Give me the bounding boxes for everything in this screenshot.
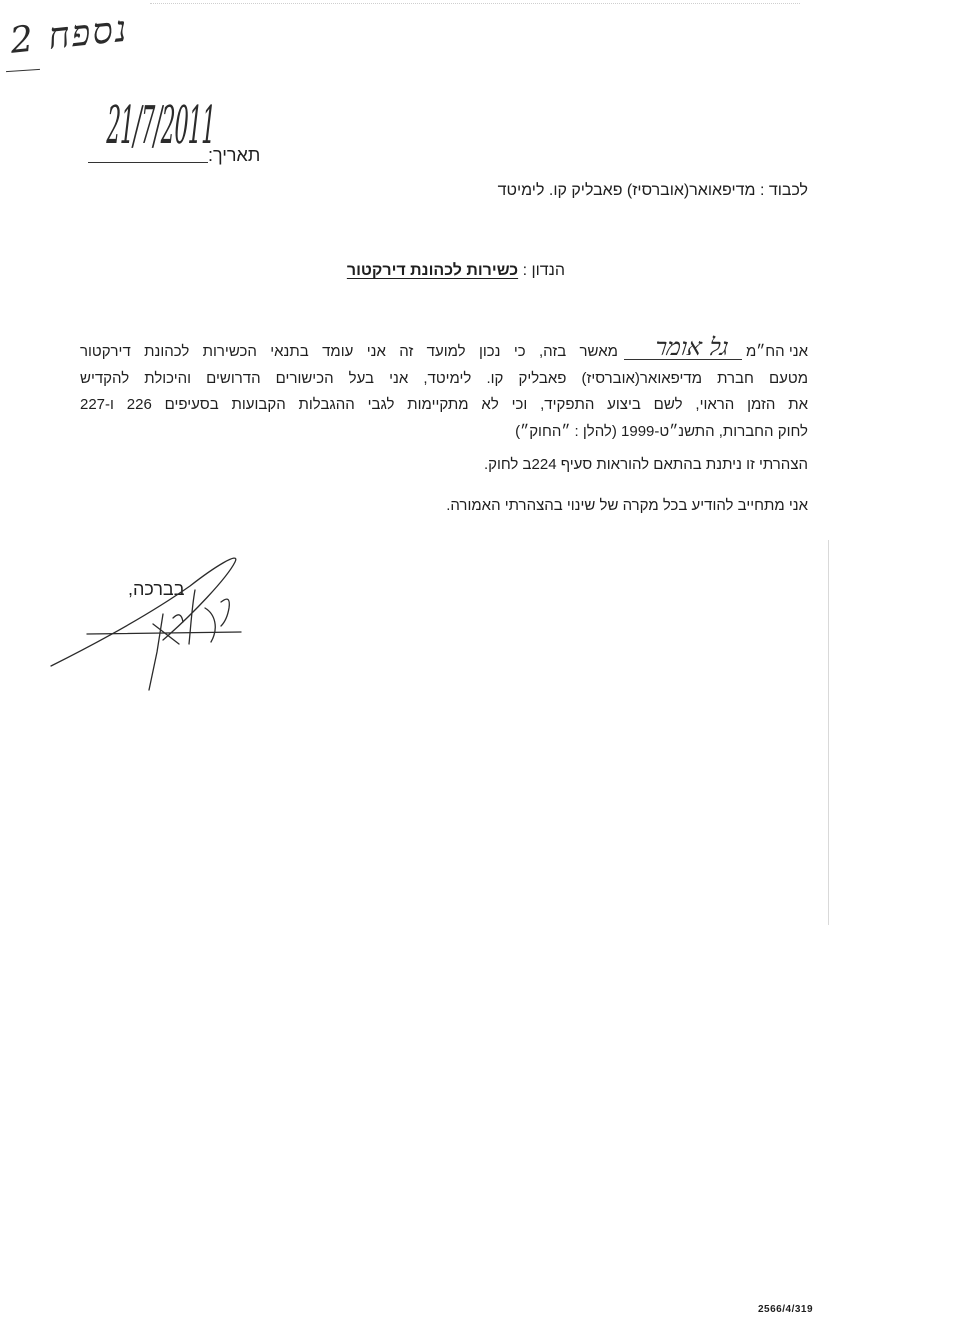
declaration-line-1 bbox=[80, 333, 808, 363]
declaration-line-3: את הזמן הראוי, לשם ביצוע התפקיד, וכי לא מתקיימות לגבי ההגבלות הקבועות בסעיפים 226 ו-227 bbox=[80, 396, 809, 413]
declaration-line-4: לחוק החברות, התשנ״ט-1999 (להלן : ״החוק״) bbox=[515, 423, 808, 440]
signer-name-blank bbox=[624, 333, 742, 361]
date-line bbox=[88, 162, 208, 163]
footer-reference-number: 2566/4/319 bbox=[758, 1304, 814, 1315]
declaration-line-1-text: מאשר בזה, כי נכון למועד זה אני עומד בתנאי הכשירות לכהונת דירקטור bbox=[80, 343, 618, 360]
declaration-line-2: מטעם חברת מדיפאואר(אוברסיז) פאבליק קו. לימיטד, אני בעל הכישורים הדרושים והיכולת להקדיש bbox=[80, 370, 808, 387]
closing-greeting: בברכה, bbox=[128, 579, 185, 599]
date-handwritten: 21/7/2011 bbox=[105, 96, 217, 156]
signature-icon bbox=[45, 548, 245, 693]
recipient-line bbox=[498, 180, 808, 202]
declaration-paragraph-3: אני מתחייב להודיע בכל מקרה של שינוי בהצהרתי האמורה. bbox=[446, 497, 808, 514]
subject-line bbox=[347, 260, 565, 282]
scan-noise-top bbox=[150, 3, 800, 4]
recipient-label: לכבוד : bbox=[759, 182, 808, 199]
signature-stroke-3 bbox=[149, 614, 163, 690]
annex-note-underline bbox=[6, 69, 40, 72]
signature-stroke-6 bbox=[173, 615, 183, 622]
date-label: תאריך: bbox=[208, 145, 261, 165]
scan-edge-line bbox=[828, 540, 829, 925]
subject-text: כשירות לכהונת דירקטור bbox=[346, 262, 519, 279]
signature-sweep-stroke bbox=[51, 558, 236, 666]
signature-stroke-5 bbox=[221, 599, 229, 626]
signature-stroke-1 bbox=[189, 590, 195, 644]
recipient-name: מדיפאואר(אוברסיז) פאבליק קו. לימיטד bbox=[497, 182, 756, 199]
declaration-paragraph-2: הצהרתי זו ניתנת בהתאם להוראות סעיף 224ב לחוק. bbox=[483, 456, 808, 473]
signature-stroke-2 bbox=[205, 608, 215, 642]
declarant-label: אני הח״מ bbox=[745, 343, 808, 360]
annex-note-handwritten: נספח 2 bbox=[8, 8, 131, 62]
signature-stroke-4 bbox=[153, 624, 179, 644]
signer-name-handwritten: גל אומר bbox=[652, 333, 730, 361]
subject-label: הנדון : bbox=[522, 262, 565, 279]
